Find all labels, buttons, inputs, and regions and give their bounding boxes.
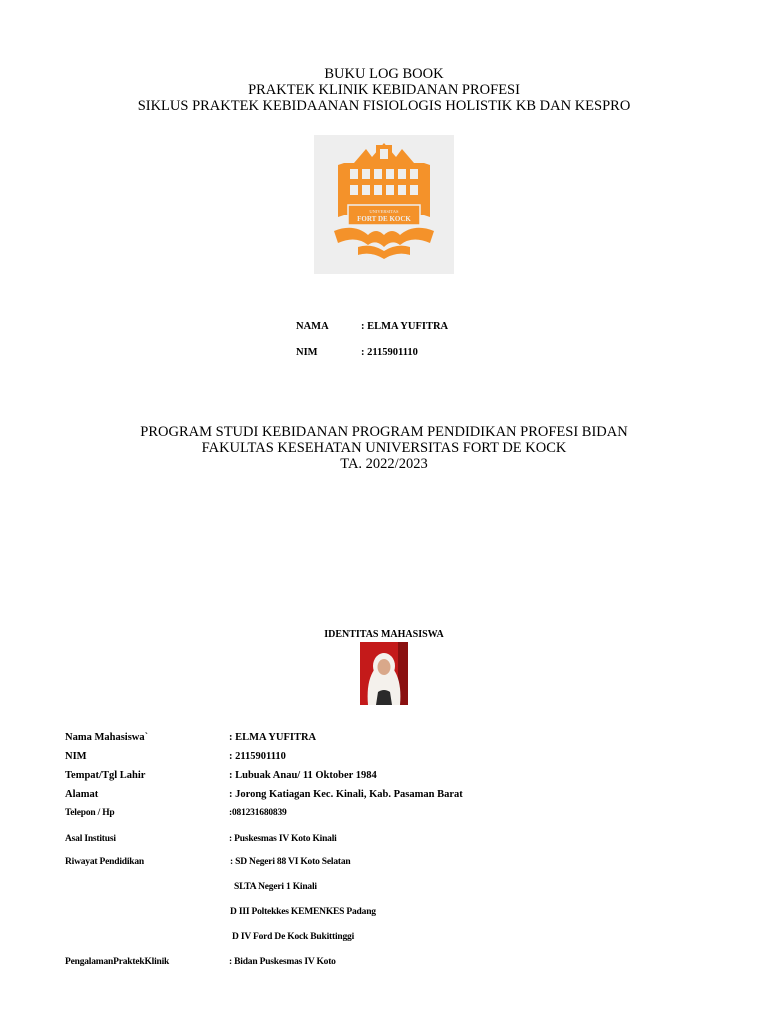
program-block: [0, 424, 768, 472]
row-value-institusi: : Puskesmas IV Koto Kinali: [229, 834, 337, 844]
row-value-pengalaman: : Bidan Puskesmas IV Koto: [229, 957, 336, 967]
title-line-2: PRAKTEK KLINIK KEBIDANAN PROFESI: [248, 82, 520, 98]
svg-text:FORT DE KOCK: FORT DE KOCK: [357, 215, 411, 223]
row-value-nama: : ELMA YUFITRA: [229, 732, 317, 743]
portrait-icon: [360, 642, 408, 705]
row-label-nama: Nama Mahasiswa`: [65, 732, 149, 743]
row-label-alamat: Alamat: [65, 789, 99, 800]
university-logo: [314, 135, 454, 274]
row-label-nim: NIM: [65, 751, 87, 762]
program-line-3: TA. 2022/2023: [340, 456, 428, 472]
row-value-pendidikan-2: SLTA Negeri 1 Kinali: [234, 882, 317, 892]
program-line-2: FAKULTAS KESEHATAN UNIVERSITAS FORT DE KOCK: [201, 440, 567, 456]
cover-nim-label: NIM: [296, 347, 318, 358]
cover-name-label: NAMA: [296, 321, 329, 332]
identity-heading: IDENTITAS MAHASISWA: [324, 629, 444, 640]
row-value-pendidikan-3: D III Poltekkes KEMENKES Padang: [230, 907, 376, 917]
row-value-telepon: :081231680839: [229, 808, 287, 818]
student-photo: [360, 642, 408, 705]
row-value-nim: : 2115901110: [229, 751, 286, 762]
fort-de-kock-logo-icon: [314, 135, 454, 274]
row-label-ttl: Tempat/Tgl Lahir: [65, 770, 146, 781]
row-label-institusi: Asal Institusi: [65, 834, 116, 844]
row-value-ttl: : Lubuak Anau/ 11 Oktober 1984: [229, 770, 377, 781]
cover-title: [0, 66, 768, 114]
row-value-pendidikan-4: D IV Ford De Kock Bukittinggi: [232, 932, 355, 942]
row-label-pengalaman: PengalamanPraktekKlinik: [65, 957, 170, 967]
program-line-1: PROGRAM STUDI KEBIDANAN PROGRAM PENDIDIKAN PROFESI BIDAN: [140, 424, 628, 440]
cover-nim-value: : 2115901110: [361, 347, 418, 358]
row-label-telepon: Telepon / Hp: [65, 808, 115, 818]
svg-text:UNIVERSITAS: UNIVERSITAS: [369, 209, 399, 214]
cover-name-value: : ELMA YUFITRA: [361, 321, 449, 332]
row-value-alamat: : Jorong Katiagan Kec. Kinali, Kab. Pasaman Barat: [229, 789, 463, 800]
title-line-3: SIKLUS PRAKTEK KEBIDAANAN FISIOLOGIS HOLISTIK KB DAN KESPRO: [137, 98, 631, 114]
row-label-pendidikan: Riwayat Pendidikan: [65, 857, 145, 867]
row-value-pendidikan-1: : SD Negeri 88 VI Koto Selatan: [230, 857, 351, 867]
title-line-1: BUKU LOG BOOK: [324, 66, 444, 82]
